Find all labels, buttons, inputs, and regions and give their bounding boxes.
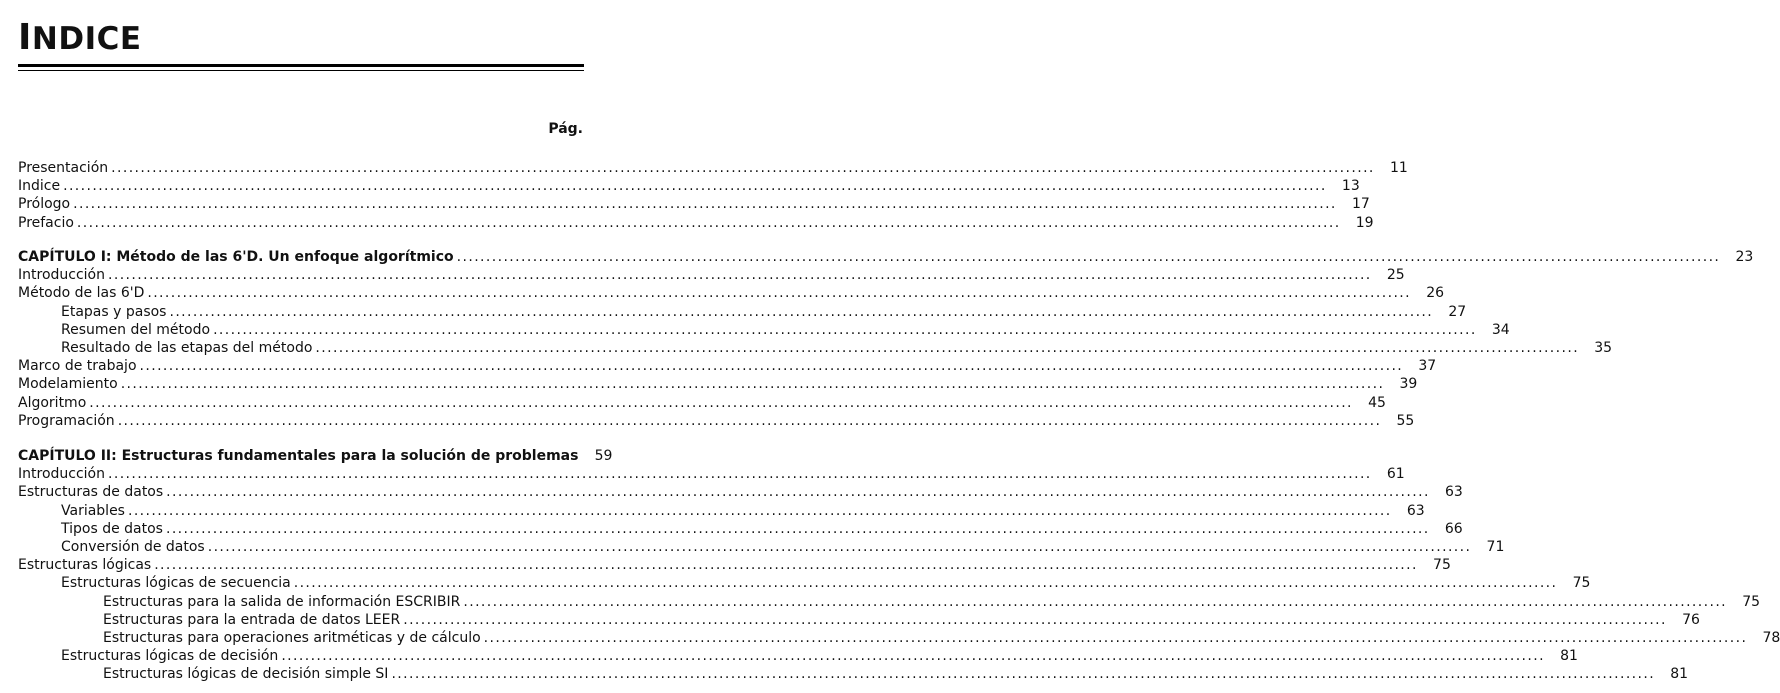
toc-entry[interactable]: Estructuras lógicas de secuencia ..... 75 [18, 574, 585, 592]
toc-entry[interactable]: Estructuras lógicas de decisión ..... 81 [18, 647, 585, 665]
toc-chapter-heading[interactable]: CAPÍTULO I: Método de las 6'D. Un enfoque algorítmico ..... 23 [18, 248, 585, 266]
toc-entry[interactable]: Método de las 6'D ..... 26 [18, 284, 585, 302]
title-rule-thin [18, 70, 584, 71]
toc-entry[interactable]: Introducción ..... 25 [18, 266, 585, 284]
toc-entry[interactable]: Marco de trabajo ..... 37 [18, 357, 585, 375]
toc-entry[interactable]: Estructuras para la salida de información ESCRIBIR ..... 75 [18, 593, 585, 611]
toc-chapter-heading[interactable]: CAPÍTULO II: Estructuras fundamentales para la solución de problemas 59 [18, 448, 613, 464]
toc-entry[interactable]: Prólogo ..... 17 [18, 195, 585, 213]
toc-entry[interactable]: Presentación ..... 11 [18, 159, 585, 177]
toc-entry[interactable]: Resultado de las etapas del método ..... 35 [18, 339, 585, 357]
toc-entry[interactable]: Estructuras lógicas de decisión simple SI ..... 81 [18, 665, 585, 683]
toc-entry[interactable]: Variables ..... 63 [18, 502, 585, 520]
toc-chapter-2 [18, 447, 1780, 683]
toc-entry[interactable]: Resumen del método ..... 34 [18, 321, 585, 339]
toc-front-matter [18, 159, 1408, 232]
title-rule-thick [18, 64, 584, 67]
page-column-header: Pág. [548, 121, 583, 137]
toc-entry[interactable]: Estructuras lógicas ..... 75 [18, 556, 585, 574]
toc-entry[interactable]: Estructuras para la entrada de datos LEER ..... 76 [18, 611, 585, 629]
toc-entry[interactable]: Estructuras para operaciones aritméticas y de cálculo ..... 78 [18, 629, 585, 647]
toc-entry[interactable]: Introducción ..... 61 [18, 465, 585, 483]
toc-entry[interactable]: Tipos de datos ..... 66 [18, 520, 585, 538]
toc-entry[interactable]: Indice ..... 13 [18, 177, 585, 195]
toc-entry[interactable]: Prefacio ..... 19 [18, 214, 585, 232]
toc-entry[interactable]: Modelamiento ..... 39 [18, 375, 585, 393]
toc-entry[interactable]: Algoritmo ..... 45 [18, 394, 585, 412]
toc-entry[interactable]: Estructuras de datos ..... 63 [18, 483, 585, 501]
toc-entry[interactable]: Conversión de datos ..... 71 [18, 538, 585, 556]
toc-entry[interactable]: Programación ..... 55 [18, 412, 585, 430]
page-title: INDICE [18, 17, 142, 58]
toc-entry[interactable]: Etapas y pasos ..... 27 [18, 303, 585, 321]
toc-chapter-1 [18, 248, 1754, 430]
